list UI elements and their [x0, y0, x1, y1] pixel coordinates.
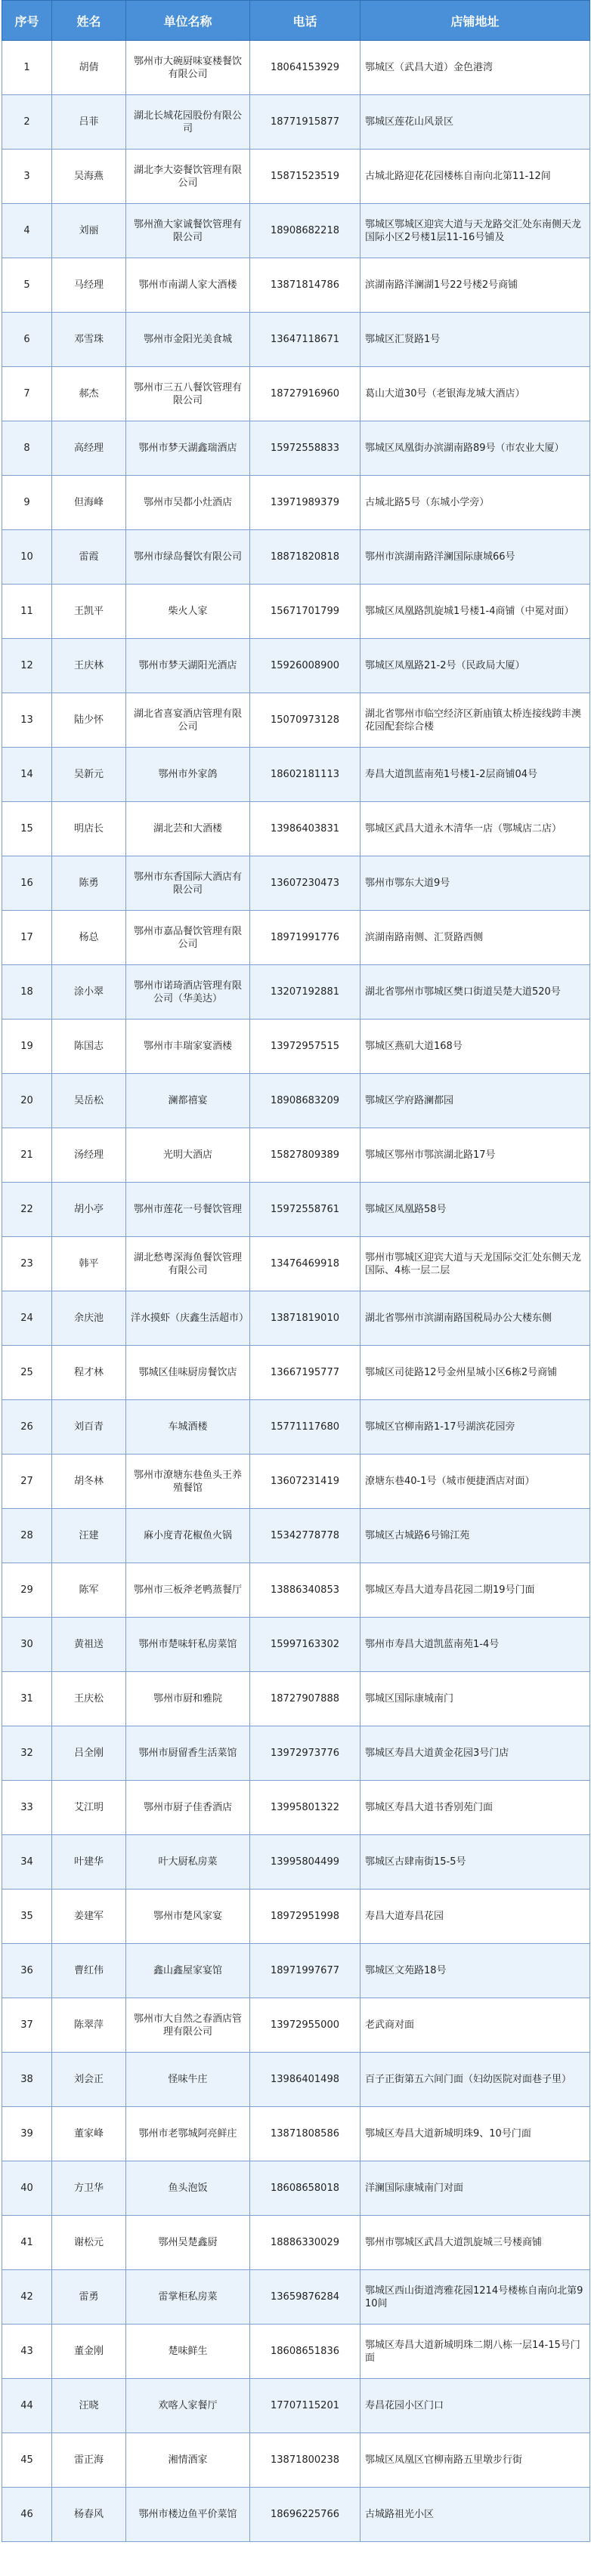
no-cell: 24 — [2, 1291, 52, 1346]
address-cell: 鄂城区凤凰路58号 — [360, 1183, 590, 1237]
name-cell: 陈勇 — [52, 856, 126, 911]
phone-cell: 15827809389 — [250, 1128, 360, 1183]
name-cell: 董金刚 — [52, 2325, 126, 2379]
address-cell: 鄂城区国际康城南门 — [360, 1672, 590, 1726]
no-cell: 1 — [2, 41, 52, 95]
unit-name-cell: 鑫山鑫屋家宴馆 — [126, 1944, 250, 1998]
name-cell: 但海峰 — [52, 476, 126, 530]
phone-cell: 13659876284 — [250, 2270, 360, 2325]
no-cell: 28 — [2, 1509, 52, 1563]
phone-cell: 15771117680 — [250, 1400, 360, 1455]
address-cell: 鄂城区寿昌大道新城明珠9、10号门面 — [360, 2107, 590, 2161]
unit-name-cell: 鄂州渔大家诚餐饮管理有限公司 — [126, 204, 250, 258]
address-cell: 古城路祖光小区 — [360, 2488, 590, 2542]
unit-name-cell: 鄂州市厨留香生活菜馆 — [126, 1726, 250, 1781]
table-row — [2, 965, 590, 1020]
unit-name-cell: 楚味鲜生 — [126, 2325, 250, 2379]
address-cell: 寿昌大道寿昌花园 — [360, 1890, 590, 1944]
unit-name-cell: 鄂州市楚味轩私房菜馆 — [126, 1618, 250, 1672]
name-cell: 程才林 — [52, 1346, 126, 1400]
phone-cell: 18871820818 — [250, 530, 360, 585]
unit-name-cell: 鄂州市厨子佳香酒店 — [126, 1781, 250, 1835]
table-row — [2, 2107, 590, 2161]
name-cell: 陆少怀 — [52, 693, 126, 748]
unit-name-cell: 鄂州市嘉品餐饮管理有限公司 — [126, 911, 250, 965]
table-body — [2, 41, 590, 2542]
phone-cell: 18696225766 — [250, 2488, 360, 2542]
address-cell: 鄂城区古肆南街15-5号 — [360, 1835, 590, 1890]
name-cell: 刘丽 — [52, 204, 126, 258]
phone-cell: 15871523519 — [250, 150, 360, 204]
table-row — [2, 1291, 590, 1346]
table-row — [2, 1455, 590, 1509]
table-row — [2, 1944, 590, 1998]
table-row — [2, 748, 590, 802]
table-row — [2, 1835, 590, 1890]
phone-cell: 18908682218 — [250, 204, 360, 258]
name-cell: 刘百青 — [52, 1400, 126, 1455]
table-row — [2, 2161, 590, 2216]
address-cell: 鄂城区寿昌大道书香别苑门面 — [360, 1781, 590, 1835]
no-cell: 26 — [2, 1400, 52, 1455]
no-cell: 41 — [2, 2216, 52, 2270]
no-cell: 19 — [2, 1020, 52, 1074]
phone-cell: 13207192881 — [250, 965, 360, 1020]
table-row — [2, 1183, 590, 1237]
name-cell: 陈国志 — [52, 1020, 126, 1074]
table-row — [2, 530, 590, 585]
table-row — [2, 2433, 590, 2488]
unit-name-cell: 欢喀人家餐厅 — [126, 2379, 250, 2433]
address-cell: 湖北省鄂州市滨湖南路国税局办公大楼东侧 — [360, 1291, 590, 1346]
no-cell: 6 — [2, 313, 52, 367]
unit-name-cell: 湖北愁粤深海鱼餐饮管理有限公司 — [126, 1237, 250, 1291]
address-cell: 鄂城区寿昌大道黄金花园3号门店 — [360, 1726, 590, 1781]
unit-name-cell: 鄂城区佳味厨房餐饮店 — [126, 1346, 250, 1400]
table-row — [2, 258, 590, 313]
no-cell: 46 — [2, 2488, 52, 2542]
phone-cell: 18972951998 — [250, 1890, 360, 1944]
phone-cell: 15342778778 — [250, 1509, 360, 1563]
address-cell: 洋澜国际康城南门对面 — [360, 2161, 590, 2216]
name-cell: 高经理 — [52, 421, 126, 476]
unit-name-cell: 鄂州市楚风家宴 — [126, 1890, 250, 1944]
address-cell: 鄂州市鄂城区武昌大道凯旋城三号楼商铺 — [360, 2216, 590, 2270]
no-cell: 31 — [2, 1672, 52, 1726]
restaurant-table — [2, 0, 590, 2542]
phone-cell: 13972955000 — [250, 1998, 360, 2053]
unit-name-cell: 鄂州市诺琦酒店管理有限公司（华美达） — [126, 965, 250, 1020]
table-row — [2, 1020, 590, 1074]
address-cell: 鄂城区司徒路12号金州星城小区6栋2号商铺 — [360, 1346, 590, 1400]
name-cell: 胡冬林 — [52, 1455, 126, 1509]
header-row — [2, 1, 590, 41]
no-cell: 42 — [2, 2270, 52, 2325]
address-cell: 鄂城区凤凰路21-2号（民政局大厦） — [360, 639, 590, 693]
unit-name-cell: 车城酒楼 — [126, 1400, 250, 1455]
phone-cell: 13995804499 — [250, 1835, 360, 1890]
table-row — [2, 911, 590, 965]
unit-name-cell: 鄂州市南湖人家大酒楼 — [126, 258, 250, 313]
name-cell: 黄祖送 — [52, 1618, 126, 1672]
unit-name-cell: 光明大酒店 — [126, 1128, 250, 1183]
no-cell: 44 — [2, 2379, 52, 2433]
header-no: 序号 — [2, 1, 52, 41]
name-cell: 汤经理 — [52, 1128, 126, 1183]
address-cell: 湖北省鄂州市鄂城区樊口街道吴楚大道520号 — [360, 965, 590, 1020]
address-cell: 潦塘东巷40-1号（城市便捷酒店对面） — [360, 1455, 590, 1509]
address-cell: 古城北路迎花花园楼栋自南向北第11-12间 — [360, 150, 590, 204]
table-row — [2, 2270, 590, 2325]
name-cell: 吕菲 — [52, 95, 126, 150]
name-cell: 董家峰 — [52, 2107, 126, 2161]
unit-name-cell: 怪味牛庄 — [126, 2053, 250, 2107]
table-row — [2, 1346, 590, 1400]
address-cell: 鄂城区官柳南路1-17号湖滨花园旁 — [360, 1400, 590, 1455]
restaurant-list-sheet — [2, 0, 589, 2542]
name-cell: 吕全刚 — [52, 1726, 126, 1781]
no-cell: 9 — [2, 476, 52, 530]
address-cell: 老武商对面 — [360, 1998, 590, 2053]
table-row — [2, 1618, 590, 1672]
no-cell: 37 — [2, 1998, 52, 2053]
table-row — [2, 1726, 590, 1781]
unit-name-cell: 鱼头泡饭 — [126, 2161, 250, 2216]
no-cell: 5 — [2, 258, 52, 313]
address-cell: 鄂城区寿昌大道新城明珠二期八栋一层14-15号门面 — [360, 2325, 590, 2379]
address-cell: 鄂城区燕矶大道168号 — [360, 1020, 590, 1074]
phone-cell: 13871819010 — [250, 1291, 360, 1346]
address-cell: 湖北省鄂州市临空经济区新庙镇太桥连接线跨丰澳花园配套综合楼 — [360, 693, 590, 748]
table-row — [2, 2325, 590, 2379]
name-cell: 陈翠萍 — [52, 1998, 126, 2053]
address-cell: 鄂城区凤凰区官柳南路五里墩步行街 — [360, 2433, 590, 2488]
name-cell: 曹红伟 — [52, 1944, 126, 1998]
address-cell: 寿昌大道凯蓝南苑1号楼1-2层商铺04号 — [360, 748, 590, 802]
address-cell: 鄂城区文苑路18号 — [360, 1944, 590, 1998]
name-cell: 雷勇 — [52, 2270, 126, 2325]
phone-cell: 18608651836 — [250, 2325, 360, 2379]
address-cell: 百子正街第五六间门面（妇幼医院对面巷子里） — [360, 2053, 590, 2107]
unit-name-cell: 鄂州市大碗厨味宴楼餐饮有限公司 — [126, 41, 250, 95]
address-cell: 鄂城区凤凰街办滨湖南路89号（市农业大厦） — [360, 421, 590, 476]
table-row — [2, 585, 590, 639]
address-cell: 鄂城区学府路澜都园 — [360, 1074, 590, 1128]
name-cell: 方卫华 — [52, 2161, 126, 2216]
phone-cell: 13607231419 — [250, 1455, 360, 1509]
phone-cell: 13871808586 — [250, 2107, 360, 2161]
address-cell: 古城北路5号（东城小学旁） — [360, 476, 590, 530]
name-cell: 雷霞 — [52, 530, 126, 585]
unit-name-cell: 麻小度青花椒鱼火锅 — [126, 1509, 250, 1563]
phone-cell: 13476469918 — [250, 1237, 360, 1291]
address-cell: 鄂城区汇贤路1号 — [360, 313, 590, 367]
address-cell: 鄂城区西山街道湾雅花园1214号楼栋自南向北第910间 — [360, 2270, 590, 2325]
no-cell: 21 — [2, 1128, 52, 1183]
table-row — [2, 476, 590, 530]
no-cell: 14 — [2, 748, 52, 802]
phone-cell: 13886340853 — [250, 1563, 360, 1618]
no-cell: 8 — [2, 421, 52, 476]
name-cell: 王庆松 — [52, 1672, 126, 1726]
name-cell: 刘会正 — [52, 2053, 126, 2107]
phone-cell: 13871800238 — [250, 2433, 360, 2488]
phone-cell: 15972558833 — [250, 421, 360, 476]
table-row — [2, 1890, 590, 1944]
table-row — [2, 1672, 590, 1726]
no-cell: 30 — [2, 1618, 52, 1672]
unit-name-cell: 柴火人家 — [126, 585, 250, 639]
address-cell: 鄂城区寿昌大道寿昌花园二期19号门面 — [360, 1563, 590, 1618]
no-cell: 25 — [2, 1346, 52, 1400]
table-row — [2, 2216, 590, 2270]
name-cell: 余庆池 — [52, 1291, 126, 1346]
address-cell: 寿昌花园小区门口 — [360, 2379, 590, 2433]
name-cell: 汪晓 — [52, 2379, 126, 2433]
header-name: 姓名 — [52, 1, 126, 41]
phone-cell: 15926008900 — [250, 639, 360, 693]
phone-cell: 18908683209 — [250, 1074, 360, 1128]
no-cell: 45 — [2, 2433, 52, 2488]
table-row — [2, 150, 590, 204]
unit-name-cell: 澜都禧宴 — [126, 1074, 250, 1128]
unit-name-cell: 鄂州市三五八餐饮管理有限公司 — [126, 367, 250, 421]
table-row — [2, 1074, 590, 1128]
table-row — [2, 204, 590, 258]
no-cell: 4 — [2, 204, 52, 258]
name-cell: 涂小翠 — [52, 965, 126, 1020]
address-cell: 鄂城区莲花山风景区 — [360, 95, 590, 150]
unit-name-cell: 鄂州市吴都小灶酒店 — [126, 476, 250, 530]
unit-name-cell: 鄂州市莲花一号餐饮管理 — [126, 1183, 250, 1237]
no-cell: 15 — [2, 802, 52, 856]
unit-name-cell: 鄂州市潦塘东巷鱼头王养殖餐馆 — [126, 1455, 250, 1509]
no-cell: 11 — [2, 585, 52, 639]
phone-cell: 13972957515 — [250, 1020, 360, 1074]
phone-cell: 18971997677 — [250, 1944, 360, 1998]
name-cell: 马经理 — [52, 258, 126, 313]
no-cell: 7 — [2, 367, 52, 421]
no-cell: 12 — [2, 639, 52, 693]
no-cell: 16 — [2, 856, 52, 911]
phone-cell: 18727916960 — [250, 367, 360, 421]
no-cell: 33 — [2, 1781, 52, 1835]
table-row — [2, 41, 590, 95]
unit-name-cell: 叶大厨私房菜 — [126, 1835, 250, 1890]
table-row — [2, 367, 590, 421]
table-row — [2, 1400, 590, 1455]
no-cell: 3 — [2, 150, 52, 204]
table-row — [2, 2488, 590, 2542]
table-row — [2, 2379, 590, 2433]
unit-name-cell: 鄂州市梦天湖鑫瑞酒店 — [126, 421, 250, 476]
phone-cell: 18064153929 — [250, 41, 360, 95]
name-cell: 胡倩 — [52, 41, 126, 95]
no-cell: 36 — [2, 1944, 52, 1998]
phone-cell: 18727907888 — [250, 1672, 360, 1726]
no-cell: 18 — [2, 965, 52, 1020]
name-cell: 汪建 — [52, 1509, 126, 1563]
phone-cell: 15997163302 — [250, 1618, 360, 1672]
no-cell: 38 — [2, 2053, 52, 2107]
address-cell: 鄂州市鄂城区迎宾大道与天龙国际交汇处东侧天龙国际、4栋一层二层 — [360, 1237, 590, 1291]
address-cell: 鄂城区古城路6号锦江苑 — [360, 1509, 590, 1563]
table-row — [2, 1237, 590, 1291]
table-row — [2, 313, 590, 367]
unit-name-cell: 鄂州市楼边鱼平价菜馆 — [126, 2488, 250, 2542]
name-cell: 姜建军 — [52, 1890, 126, 1944]
phone-cell: 13871814786 — [250, 258, 360, 313]
phone-cell: 15972558761 — [250, 1183, 360, 1237]
address-cell: 葛山大道30号（老银海龙城大酒店） — [360, 367, 590, 421]
name-cell: 艾江明 — [52, 1781, 126, 1835]
header-unit: 单位名称 — [126, 1, 250, 41]
name-cell: 谢松元 — [52, 2216, 126, 2270]
address-cell: 鄂城区凤凰路凯旋城1号楼1-4商铺（中冕对面） — [360, 585, 590, 639]
no-cell: 10 — [2, 530, 52, 585]
unit-name-cell: 湖北李大姿餐饮管理有限公司 — [126, 150, 250, 204]
table-row — [2, 856, 590, 911]
address-cell: 鄂城区（武昌大道）金色港湾 — [360, 41, 590, 95]
unit-name-cell: 雷掌柜私房菜 — [126, 2270, 250, 2325]
unit-name-cell: 洋水摸虾（庆鑫生活超市） — [126, 1291, 250, 1346]
phone-cell: 15070973128 — [250, 693, 360, 748]
address-cell: 滨湖南路洋澜湖1号22号楼2号商铺 — [360, 258, 590, 313]
no-cell: 22 — [2, 1183, 52, 1237]
no-cell: 39 — [2, 2107, 52, 2161]
no-cell: 35 — [2, 1890, 52, 1944]
unit-name-cell: 湖北芸和大酒楼 — [126, 802, 250, 856]
phone-cell: 13647118671 — [250, 313, 360, 367]
table-row — [2, 2053, 590, 2107]
phone-cell: 18971991776 — [250, 911, 360, 965]
name-cell: 胡小亭 — [52, 1183, 126, 1237]
no-cell: 40 — [2, 2161, 52, 2216]
address-cell: 滨湖南路南侧、汇贤路西侧 — [360, 911, 590, 965]
unit-name-cell: 鄂州市外家鸽 — [126, 748, 250, 802]
no-cell: 32 — [2, 1726, 52, 1781]
table-row — [2, 1128, 590, 1183]
no-cell: 43 — [2, 2325, 52, 2379]
phone-cell: 13667195777 — [250, 1346, 360, 1400]
unit-name-cell: 鄂州市三板斧老鸭蒸餐厅 — [126, 1563, 250, 1618]
phone-cell: 17707115201 — [250, 2379, 360, 2433]
unit-name-cell: 鄂州市梦天湖阳光酒店 — [126, 639, 250, 693]
phone-cell: 13607230473 — [250, 856, 360, 911]
unit-name-cell: 湘情酒家 — [126, 2433, 250, 2488]
no-cell: 34 — [2, 1835, 52, 1890]
name-cell: 杨春风 — [52, 2488, 126, 2542]
name-cell: 吴海燕 — [52, 150, 126, 204]
address-cell: 鄂州市鄂东大道9号 — [360, 856, 590, 911]
table-row — [2, 421, 590, 476]
unit-name-cell: 鄂州市老鄂城阿亮鲜庄 — [126, 2107, 250, 2161]
unit-name-cell: 鄂州市厨和雅院 — [126, 1672, 250, 1726]
unit-name-cell: 湖北省喜宴酒店管理有限公司 — [126, 693, 250, 748]
unit-name-cell: 鄂州吴楚鑫厨 — [126, 2216, 250, 2270]
phone-cell: 18771915877 — [250, 95, 360, 150]
name-cell: 杨总 — [52, 911, 126, 965]
no-cell: 23 — [2, 1237, 52, 1291]
name-cell: 叶建华 — [52, 1835, 126, 1890]
table-row — [2, 639, 590, 693]
name-cell: 王凯平 — [52, 585, 126, 639]
table-row — [2, 802, 590, 856]
phone-cell: 13986403831 — [250, 802, 360, 856]
phone-cell: 13986401498 — [250, 2053, 360, 2107]
unit-name-cell: 鄂州市东香国际大酒店有限公司 — [126, 856, 250, 911]
phone-cell: 13972973776 — [250, 1726, 360, 1781]
name-cell: 邓雪珠 — [52, 313, 126, 367]
phone-cell: 18602181113 — [250, 748, 360, 802]
phone-cell: 13995801322 — [250, 1781, 360, 1835]
phone-cell: 13971989379 — [250, 476, 360, 530]
name-cell: 王庆林 — [52, 639, 126, 693]
table-row — [2, 1509, 590, 1563]
name-cell: 吴岳松 — [52, 1074, 126, 1128]
unit-name-cell: 鄂州市绿岛餐饮有限公司 — [126, 530, 250, 585]
no-cell: 13 — [2, 693, 52, 748]
name-cell: 吴新元 — [52, 748, 126, 802]
name-cell: 明店长 — [52, 802, 126, 856]
phone-cell: 18886330029 — [250, 2216, 360, 2270]
table-row — [2, 693, 590, 748]
address-cell: 鄂州市寿昌大道凯蓝南苑1-4号 — [360, 1618, 590, 1672]
phone-cell: 18608658018 — [250, 2161, 360, 2216]
unit-name-cell: 鄂州市大自然之春酒店管理有限公司 — [126, 1998, 250, 2053]
phone-cell: 15671701799 — [250, 585, 360, 639]
table-row — [2, 1563, 590, 1618]
name-cell: 韩平 — [52, 1237, 126, 1291]
address-cell: 鄂州市滨湖南路洋澜国际康城66号 — [360, 530, 590, 585]
header-tel: 电话 — [250, 1, 360, 41]
table-row — [2, 95, 590, 150]
unit-name-cell: 鄂州市丰瑞家宴酒楼 — [126, 1020, 250, 1074]
no-cell: 27 — [2, 1455, 52, 1509]
no-cell: 2 — [2, 95, 52, 150]
name-cell: 郝杰 — [52, 367, 126, 421]
name-cell: 陈军 — [52, 1563, 126, 1618]
table-row — [2, 1998, 590, 2053]
no-cell: 17 — [2, 911, 52, 965]
table-row — [2, 1781, 590, 1835]
address-cell: 鄂城区鄂城区迎宾大道与天龙路交汇处东南侧天龙国际小区2号楼1层11-16号铺及 — [360, 204, 590, 258]
no-cell: 29 — [2, 1563, 52, 1618]
no-cell: 20 — [2, 1074, 52, 1128]
unit-name-cell: 鄂州市金阳光美食城 — [126, 313, 250, 367]
address-cell: 鄂城区武昌大道永木清华一店（鄂城店二店） — [360, 802, 590, 856]
name-cell: 雷正海 — [52, 2433, 126, 2488]
unit-name-cell: 湖北长城花园股份有限公司 — [126, 95, 250, 150]
header-addr: 店铺地址 — [360, 1, 590, 41]
address-cell: 鄂城区鄂州市鄂滨湖北路17号 — [360, 1128, 590, 1183]
